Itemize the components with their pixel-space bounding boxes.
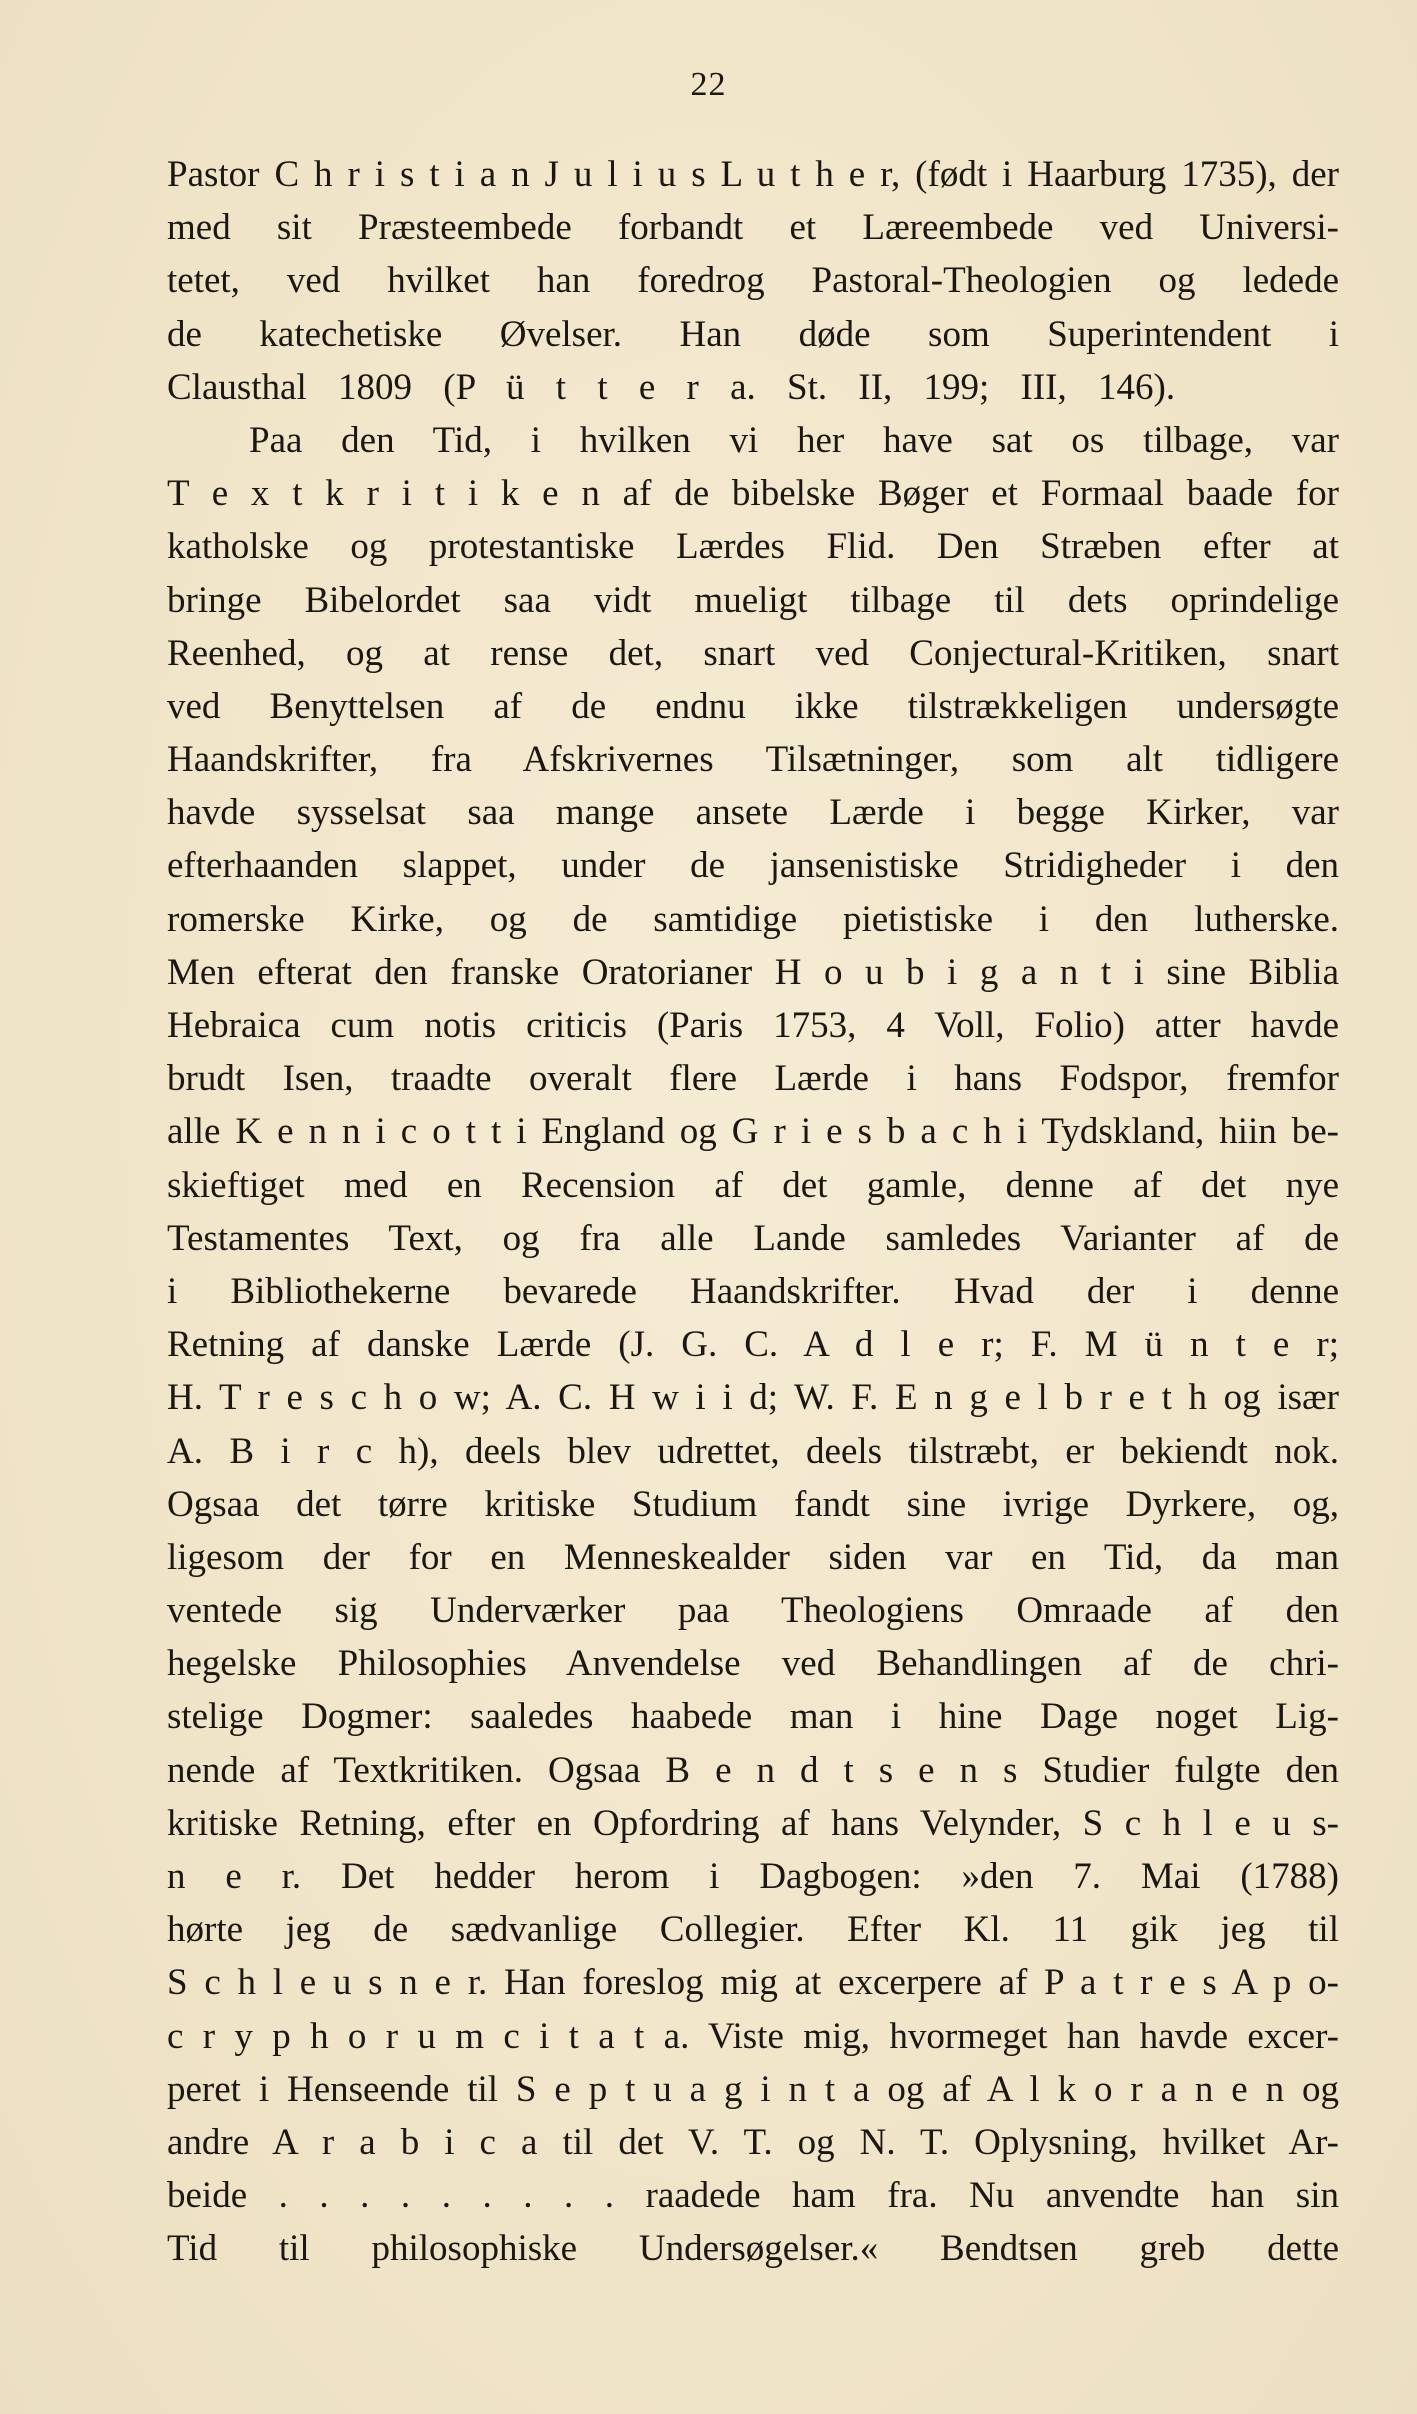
text-line: stelige Dogmer: saaledes haabede man i hine Dage noget Lig- xyxy=(167,1696,1339,1738)
text-line: hegelske Philosophies Anvendelse ved Behandlingen af de chri- xyxy=(167,1643,1339,1685)
text-line: skieftiget med en Recension af det gamle, denne af det nye xyxy=(167,1164,1339,1206)
text-line: tetet, ved hvilket han foredrog Pastoral-Theologien og ledede xyxy=(167,260,1339,302)
text-line: kritiske Retning, efter en Opfordring af hans Velynder, S c h l e u s- xyxy=(167,1802,1339,1844)
text-line: A. B i r c h), deels blev udrettet, deels tilstræbt, er bekiendt nok. xyxy=(167,1430,1339,1472)
text-line: bringe Bibelordet saa vidt mueligt tilbage til dets oprindelige xyxy=(167,579,1339,621)
text-line: romerske Kirke, og de samtidige pietistiske i den lutherske. xyxy=(167,898,1339,940)
text-line: T e x t k r i t i k e n af de bibelske Bøger et Formaal baade for xyxy=(167,473,1339,515)
text-line: alle K e n n i c o t t i England og G r i e s b a c h i Tydskland, hiin be- xyxy=(167,1111,1339,1153)
text-line: Pastor C h r i s t i a n J u l i u s L u t h e r, (født i Haarburg 1735), der xyxy=(167,154,1339,195)
text-line: Reenhed, og at rense det, snart ved Conjectural-Kritiken, snart xyxy=(167,632,1339,674)
text-line: Men efterat den franske Oratorianer H o u b i g a n t i sine Biblia xyxy=(167,951,1339,993)
text-line: Retning af danske Lærde (J. G. C. A d l e r; F. M ü n t e r; xyxy=(167,1324,1339,1366)
text-line: brudt Isen, traadte overalt flere Lærde i hans Fodspor, fremfor xyxy=(167,1058,1339,1100)
text-line: n e r. Det hedder herom i Dagbogen: »den 7. Mai (1788) xyxy=(167,1856,1339,1897)
text-line: Haandskrifter, fra Afskrivernes Tilsætninger, som alt tidligere xyxy=(167,739,1339,781)
text-line: katholske og protestantiske Lærdes Flid. Den Stræben efter at xyxy=(167,526,1339,568)
text-line: hørte jeg de sædvanlige Collegier. Efter Kl. 11 gik jeg til xyxy=(167,1909,1339,1951)
text-line: Clausthal 1809 (P ü t t e r a. St. II, 199; III, 146). xyxy=(167,366,1176,408)
text-line: Testamentes Text, og fra alle Lande samledes Varianter af de xyxy=(167,1217,1339,1259)
text-line: i Bibliothekerne bevarede Haandskrifter. Hvad der i denne xyxy=(167,1270,1339,1312)
text-line: ved Benyttelsen af de endnu ikke tilstrækkeligen undersøgte xyxy=(167,685,1339,727)
text-line: S c h l e u s n e r. Han foreslog mig at excerpere af P a t r e s A p o- xyxy=(167,1962,1339,2004)
text-line: Tid til philosophiske Undersøgelser.« Bendtsen greb dette xyxy=(167,2228,1339,2270)
body-text xyxy=(167,148,1339,2276)
text-line: nende af Textkritiken. Ogsaa B e n d t s e n s Studier fulgte den xyxy=(167,1749,1339,1791)
text-line: H. T r e s c h o w; A. C. H w i i d; W. F. E n g e l b r e t h og især xyxy=(167,1377,1339,1419)
text-line: ligesom der for en Menneskealder siden var en Tid, da man xyxy=(167,1536,1339,1578)
text-line: med sit Præsteembede forbandt et Læreembede ved Universi- xyxy=(167,207,1339,249)
text-line: havde sysselsat saa mange ansete Lærde i begge Kirker, var xyxy=(167,792,1339,834)
text-line: de katechetiske Øvelser. Han døde som Superintendent i xyxy=(167,313,1339,355)
text-line: ventede sig Underværker paa Theologiens Omraade af den xyxy=(167,1590,1339,1632)
paragraph-start-line: Paa den Tid, i hvilken vi her have sat os tilbage, var xyxy=(249,419,1339,461)
text-line: andre A r a b i c a til det V. T. og N. T. Oplysning, hvilket Ar- xyxy=(167,2121,1339,2163)
text-line: peret i Henseende til S e p t u a g i n t a og af A l k o r a n e n og xyxy=(167,2068,1339,2110)
text-line: Hebraica cum notis criticis (Paris 1753, 4 Voll, Folio) atter havde xyxy=(167,1005,1339,1046)
page-number: 22 xyxy=(690,66,727,103)
text-line: efterhaanden slappet, under de jansenistiske Stridigheder i den xyxy=(167,845,1339,887)
text-line: Ogsaa det tørre kritiske Studium fandt sine ivrige Dyrkere, og, xyxy=(167,1483,1339,1525)
text-line: c r y p h o r u m c i t a t a. Viste mig, hvormeget han havde excer- xyxy=(167,2015,1339,2057)
text-line: beide . . . . . . . . . raadede ham fra. Nu anvendte han sin xyxy=(167,2175,1339,2217)
